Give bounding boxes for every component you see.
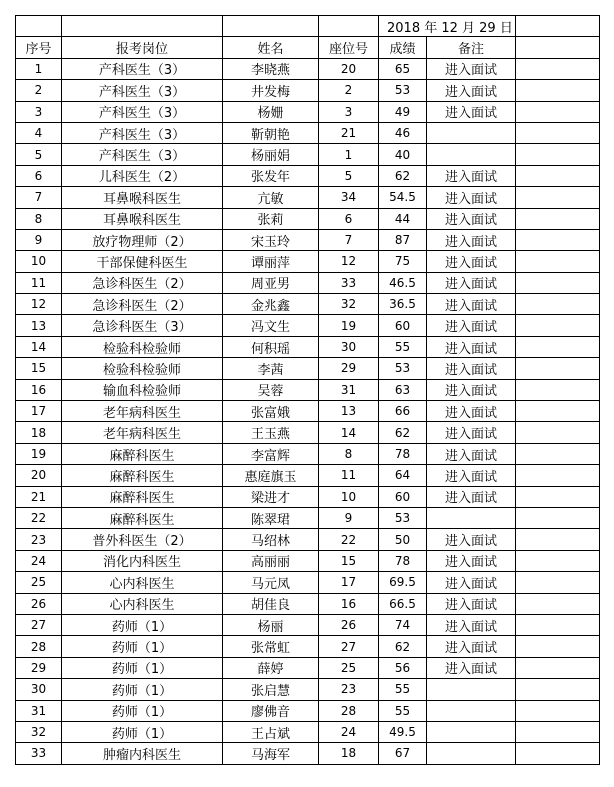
blank-cell	[516, 251, 600, 272]
blank-cell	[516, 294, 600, 315]
name-cell: 李晓燕	[223, 58, 319, 79]
seat-cell: 29	[319, 358, 379, 379]
table-row	[16, 486, 600, 507]
seat-cell: 22	[319, 529, 379, 550]
score-cell: 62	[379, 422, 427, 443]
remark-cell: 进入面试	[427, 422, 516, 443]
blank-cell	[516, 144, 600, 165]
seat-cell: 33	[319, 272, 379, 293]
serial-cell: 16	[16, 379, 62, 400]
blank-cell	[516, 700, 600, 721]
score-cell: 60	[379, 486, 427, 507]
remark-cell: 进入面试	[427, 550, 516, 571]
name-cell: 张发年	[223, 165, 319, 186]
serial-cell: 22	[16, 507, 62, 528]
seat-cell: 14	[319, 422, 379, 443]
score-cell: 66	[379, 401, 427, 422]
table-row	[16, 144, 600, 165]
blank-cell	[516, 572, 600, 593]
score-cell: 78	[379, 443, 427, 464]
serial-cell: 14	[16, 336, 62, 357]
position-cell: 肿瘤内科医生	[62, 743, 223, 764]
table-row	[16, 422, 600, 443]
seat-cell: 10	[319, 486, 379, 507]
blank-cell	[516, 187, 600, 208]
remark-cell	[427, 144, 516, 165]
position-cell: 药师（1）	[62, 721, 223, 742]
blank-cell	[516, 743, 600, 764]
remark-cell: 进入面试	[427, 165, 516, 186]
seat-cell: 27	[319, 636, 379, 657]
seat-cell: 1	[319, 144, 379, 165]
blank-cell	[516, 636, 600, 657]
seat-cell: 18	[319, 743, 379, 764]
name-cell: 杨丽	[223, 614, 319, 635]
serial-cell: 19	[16, 443, 62, 464]
table-row	[16, 614, 600, 635]
blank-cell	[516, 593, 600, 614]
name-cell: 惠庭旗玉	[223, 465, 319, 486]
name-cell: 李富辉	[223, 443, 319, 464]
score-cell: 69.5	[379, 572, 427, 593]
seat-cell: 11	[319, 465, 379, 486]
score-cell: 64	[379, 465, 427, 486]
header-seat: 座位号	[319, 37, 379, 58]
score-cell: 63	[379, 379, 427, 400]
remark-cell: 进入面试	[427, 336, 516, 357]
table-row	[16, 700, 600, 721]
serial-cell: 21	[16, 486, 62, 507]
serial-cell: 24	[16, 550, 62, 571]
position-cell: 药师（1）	[62, 657, 223, 678]
remark-cell: 进入面试	[427, 657, 516, 678]
position-cell: 药师（1）	[62, 636, 223, 657]
seat-cell: 13	[319, 401, 379, 422]
table-row	[16, 187, 600, 208]
name-cell: 马海军	[223, 743, 319, 764]
blank-cell	[516, 614, 600, 635]
remark-cell: 进入面试	[427, 58, 516, 79]
score-cell: 50	[379, 529, 427, 550]
serial-cell: 9	[16, 229, 62, 250]
name-cell: 宋玉玲	[223, 229, 319, 250]
blank-cell	[516, 358, 600, 379]
name-cell: 高丽丽	[223, 550, 319, 571]
position-cell: 耳鼻喉科医生	[62, 208, 223, 229]
score-cell: 40	[379, 144, 427, 165]
serial-cell: 32	[16, 721, 62, 742]
name-cell: 周亚男	[223, 272, 319, 293]
position-cell: 儿科医生（2）	[62, 165, 223, 186]
date-row	[16, 16, 600, 37]
score-cell: 67	[379, 743, 427, 764]
name-cell: 吴蓉	[223, 379, 319, 400]
name-cell: 亢敏	[223, 187, 319, 208]
seat-cell: 21	[319, 122, 379, 143]
seat-cell: 30	[319, 336, 379, 357]
position-cell: 麻醉科医生	[62, 486, 223, 507]
table-row	[16, 507, 600, 528]
position-cell: 药师（1）	[62, 614, 223, 635]
name-cell: 张常虹	[223, 636, 319, 657]
remark-cell: 进入面试	[427, 315, 516, 336]
table-row	[16, 336, 600, 357]
header-score: 成绩	[379, 37, 427, 58]
serial-cell: 18	[16, 422, 62, 443]
blank-cell	[62, 16, 223, 37]
serial-cell: 3	[16, 101, 62, 122]
seat-cell: 20	[319, 58, 379, 79]
name-cell: 廖佛音	[223, 700, 319, 721]
serial-cell: 6	[16, 165, 62, 186]
position-cell: 药师（1）	[62, 679, 223, 700]
header-remark: 备注	[427, 37, 516, 58]
seat-cell: 26	[319, 614, 379, 635]
score-cell: 49.5	[379, 721, 427, 742]
name-cell: 井发梅	[223, 80, 319, 101]
table-row	[16, 401, 600, 422]
position-cell: 麻醉科医生	[62, 507, 223, 528]
serial-cell: 25	[16, 572, 62, 593]
name-cell: 李茜	[223, 358, 319, 379]
position-cell: 放疗物理师（2）	[62, 229, 223, 250]
remark-cell: 进入面试	[427, 229, 516, 250]
exam-date: 2018 年 12 月 29 日	[379, 16, 516, 37]
position-cell: 检验科检验师	[62, 358, 223, 379]
blank-cell	[516, 122, 600, 143]
table-row	[16, 529, 600, 550]
remark-cell: 进入面试	[427, 187, 516, 208]
remark-cell: 进入面试	[427, 636, 516, 657]
position-cell: 输血科检验师	[62, 379, 223, 400]
header-name: 姓名	[223, 37, 319, 58]
remark-cell: 进入面试	[427, 294, 516, 315]
table-row	[16, 208, 600, 229]
blank-cell	[223, 16, 319, 37]
remark-cell: 进入面试	[427, 251, 516, 272]
position-cell: 耳鼻喉科医生	[62, 187, 223, 208]
seat-cell: 19	[319, 315, 379, 336]
name-cell: 陈翠珺	[223, 507, 319, 528]
table-row	[16, 679, 600, 700]
blank-cell	[516, 465, 600, 486]
score-cell: 53	[379, 507, 427, 528]
blank-cell	[516, 379, 600, 400]
remark-cell: 进入面试	[427, 443, 516, 464]
table-row	[16, 272, 600, 293]
remark-cell	[427, 122, 516, 143]
blank-cell	[516, 315, 600, 336]
serial-cell: 23	[16, 529, 62, 550]
table-row	[16, 58, 600, 79]
score-cell: 62	[379, 636, 427, 657]
serial-cell: 17	[16, 401, 62, 422]
name-cell: 薛婷	[223, 657, 319, 678]
serial-cell: 29	[16, 657, 62, 678]
table-row	[16, 657, 600, 678]
score-cell: 65	[379, 58, 427, 79]
position-cell: 麻醉科医生	[62, 465, 223, 486]
position-cell: 老年病科医生	[62, 422, 223, 443]
score-cell: 46.5	[379, 272, 427, 293]
remark-cell: 进入面试	[427, 379, 516, 400]
blank-cell	[516, 422, 600, 443]
remark-cell: 进入面试	[427, 465, 516, 486]
table-row	[16, 593, 600, 614]
name-cell: 谭丽萍	[223, 251, 319, 272]
table-row	[16, 721, 600, 742]
serial-cell: 15	[16, 358, 62, 379]
table-row	[16, 358, 600, 379]
serial-cell: 28	[16, 636, 62, 657]
name-cell: 靳朝艳	[223, 122, 319, 143]
blank-cell	[16, 16, 62, 37]
position-cell: 急诊科医生（2）	[62, 272, 223, 293]
blank-cell	[516, 443, 600, 464]
remark-cell: 进入面试	[427, 358, 516, 379]
seat-cell: 28	[319, 700, 379, 721]
seat-cell: 15	[319, 550, 379, 571]
position-cell: 心内科医生	[62, 572, 223, 593]
name-cell: 胡佳良	[223, 593, 319, 614]
seat-cell: 12	[319, 251, 379, 272]
name-cell: 金兆鑫	[223, 294, 319, 315]
position-cell: 产科医生（3）	[62, 144, 223, 165]
score-cell: 56	[379, 657, 427, 678]
remark-cell: 进入面试	[427, 208, 516, 229]
seat-cell: 32	[319, 294, 379, 315]
name-cell: 冯文生	[223, 315, 319, 336]
remark-cell	[427, 700, 516, 721]
seat-cell: 17	[319, 572, 379, 593]
blank-cell	[516, 657, 600, 678]
score-cell: 55	[379, 336, 427, 357]
seat-cell: 34	[319, 187, 379, 208]
score-cell: 66.5	[379, 593, 427, 614]
remark-cell	[427, 507, 516, 528]
position-cell: 急诊科医生（3）	[62, 315, 223, 336]
remark-cell: 进入面试	[427, 101, 516, 122]
table-row	[16, 294, 600, 315]
position-cell: 检验科检验师	[62, 336, 223, 357]
blank-cell	[516, 272, 600, 293]
name-cell: 何积瑶	[223, 336, 319, 357]
seat-cell: 31	[319, 379, 379, 400]
remark-cell: 进入面试	[427, 593, 516, 614]
blank-cell	[516, 58, 600, 79]
name-cell: 杨姗	[223, 101, 319, 122]
position-cell: 产科医生（3）	[62, 80, 223, 101]
table-row	[16, 636, 600, 657]
score-cell: 87	[379, 229, 427, 250]
score-cell: 36.5	[379, 294, 427, 315]
remark-cell: 进入面试	[427, 572, 516, 593]
header-serial: 序号	[16, 37, 62, 58]
score-cell: 44	[379, 208, 427, 229]
serial-cell: 4	[16, 122, 62, 143]
serial-cell: 12	[16, 294, 62, 315]
name-cell: 张莉	[223, 208, 319, 229]
seat-cell: 3	[319, 101, 379, 122]
blank-cell	[516, 208, 600, 229]
table-row	[16, 550, 600, 571]
blank-cell	[516, 486, 600, 507]
blank-cell	[516, 336, 600, 357]
name-cell: 马绍林	[223, 529, 319, 550]
seat-cell: 25	[319, 657, 379, 678]
serial-cell: 2	[16, 80, 62, 101]
seat-cell: 24	[319, 721, 379, 742]
serial-cell: 5	[16, 144, 62, 165]
position-cell: 消化内科医生	[62, 550, 223, 571]
score-cell: 53	[379, 358, 427, 379]
blank-cell	[516, 721, 600, 742]
table-row	[16, 80, 600, 101]
score-cell: 46	[379, 122, 427, 143]
serial-cell: 30	[16, 679, 62, 700]
position-cell: 普外科医生（2）	[62, 529, 223, 550]
seat-cell: 7	[319, 229, 379, 250]
seat-cell: 5	[319, 165, 379, 186]
table-row	[16, 743, 600, 764]
score-cell: 49	[379, 101, 427, 122]
header-position: 报考岗位	[62, 37, 223, 58]
remark-cell: 进入面试	[427, 272, 516, 293]
blank-cell	[516, 101, 600, 122]
blank-cell	[516, 529, 600, 550]
serial-cell: 1	[16, 58, 62, 79]
seat-cell: 23	[319, 679, 379, 700]
remark-cell: 进入面试	[427, 529, 516, 550]
serial-cell: 7	[16, 187, 62, 208]
blank-cell	[516, 80, 600, 101]
name-cell: 杨丽娟	[223, 144, 319, 165]
serial-cell: 11	[16, 272, 62, 293]
position-cell: 产科医生（3）	[62, 101, 223, 122]
seat-cell: 16	[319, 593, 379, 614]
score-cell: 74	[379, 614, 427, 635]
serial-cell: 31	[16, 700, 62, 721]
score-cell: 75	[379, 251, 427, 272]
serial-cell: 13	[16, 315, 62, 336]
score-table	[15, 15, 600, 765]
blank-cell	[516, 401, 600, 422]
seat-cell: 2	[319, 80, 379, 101]
position-cell: 急诊科医生（2）	[62, 294, 223, 315]
position-cell: 麻醉科医生	[62, 443, 223, 464]
blank-cell	[516, 507, 600, 528]
table-row	[16, 572, 600, 593]
seat-cell: 8	[319, 443, 379, 464]
position-cell: 药师（1）	[62, 700, 223, 721]
blank-cell	[516, 550, 600, 571]
remark-cell: 进入面试	[427, 614, 516, 635]
score-cell: 55	[379, 700, 427, 721]
blank-cell	[516, 165, 600, 186]
name-cell: 马元凤	[223, 572, 319, 593]
table-row	[16, 465, 600, 486]
serial-cell: 8	[16, 208, 62, 229]
remark-cell: 进入面试	[427, 486, 516, 507]
name-cell: 张富娥	[223, 401, 319, 422]
seat-cell: 6	[319, 208, 379, 229]
serial-cell: 20	[16, 465, 62, 486]
score-cell: 60	[379, 315, 427, 336]
name-cell: 王玉燕	[223, 422, 319, 443]
serial-cell: 10	[16, 251, 62, 272]
position-cell: 心内科医生	[62, 593, 223, 614]
remark-cell: 进入面试	[427, 80, 516, 101]
remark-cell	[427, 679, 516, 700]
blank-cell	[516, 679, 600, 700]
table-row	[16, 379, 600, 400]
score-cell: 53	[379, 80, 427, 101]
name-cell: 张启慧	[223, 679, 319, 700]
score-cell: 54.5	[379, 187, 427, 208]
position-cell: 老年病科医生	[62, 401, 223, 422]
table-row	[16, 165, 600, 186]
position-cell: 干部保健科医生	[62, 251, 223, 272]
table-row	[16, 315, 600, 336]
score-cell: 55	[379, 679, 427, 700]
table-row	[16, 101, 600, 122]
serial-cell: 33	[16, 743, 62, 764]
table-row	[16, 122, 600, 143]
blank-cell	[516, 16, 600, 37]
remark-cell	[427, 743, 516, 764]
blank-cell	[516, 37, 600, 58]
position-cell: 产科医生（3）	[62, 58, 223, 79]
table-row	[16, 443, 600, 464]
seat-cell: 9	[319, 507, 379, 528]
score-cell: 78	[379, 550, 427, 571]
serial-cell: 26	[16, 593, 62, 614]
name-cell: 王占斌	[223, 721, 319, 742]
name-cell: 梁进才	[223, 486, 319, 507]
table-row	[16, 229, 600, 250]
blank-cell	[516, 229, 600, 250]
remark-cell	[427, 721, 516, 742]
score-cell: 62	[379, 165, 427, 186]
blank-cell	[319, 16, 379, 37]
serial-cell: 27	[16, 614, 62, 635]
remark-cell: 进入面试	[427, 401, 516, 422]
header-row	[16, 37, 600, 58]
position-cell: 产科医生（3）	[62, 122, 223, 143]
table-row	[16, 251, 600, 272]
